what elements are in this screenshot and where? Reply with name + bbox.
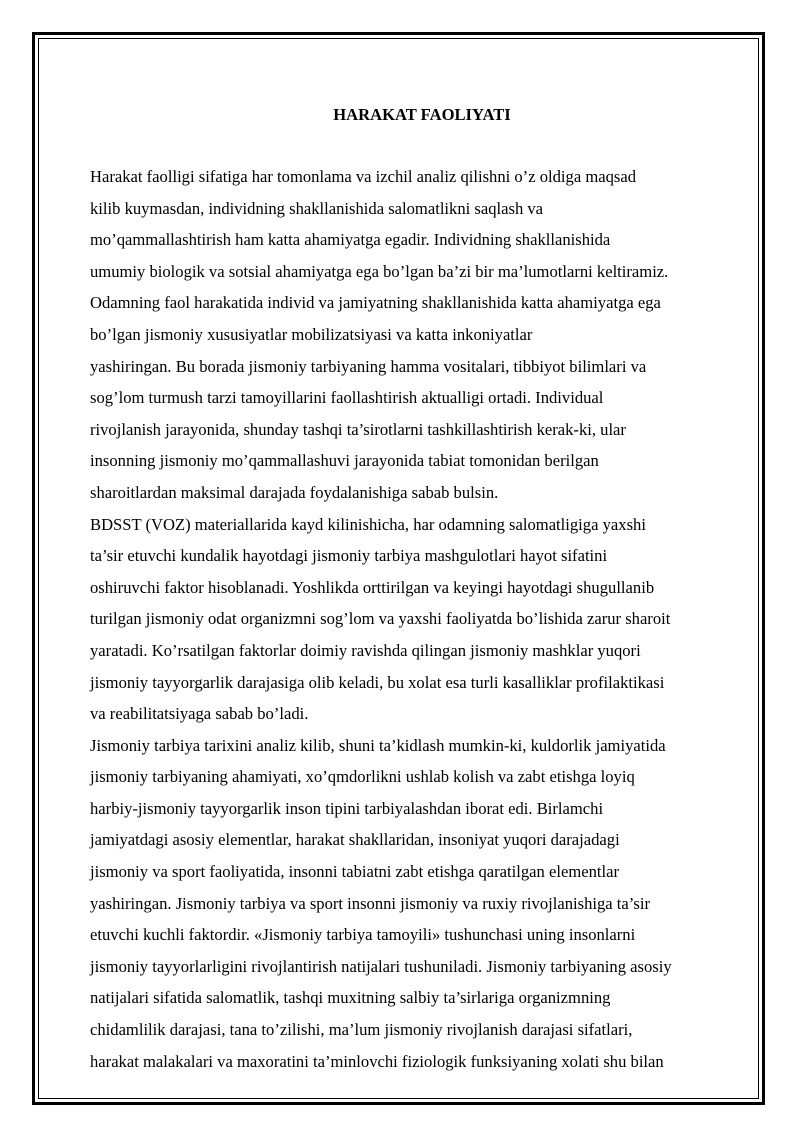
text-line: harbiy-jismoniy tayyorgarlik inson tipini tarbiyalashdan iborat edi. Birlamchi — [90, 798, 604, 818]
text-line: jismoniy tayyorgarlik darajasiga olib keladi, bu xolat esa turli kasalliklar profilaktikasi — [90, 672, 665, 692]
document-text — [90, 161, 752, 1077]
text-line: chidamlilik darajasi, tana to’zilishi, ma’lum jismoniy rivojlanish darajasi sifatlari, — [90, 1020, 633, 1040]
text-line: yashiringan. Jismoniy tarbiya va sport insonni jismoniy va ruxiy rivojlanishiga ta’sir — [90, 893, 650, 913]
document-title: HARAKAT FAOLIYATI — [333, 105, 511, 124]
text-line: insonning jismoniy mo’qammallashuvi jarayonida tabiat tomonidan berilgan — [90, 451, 599, 471]
text-line: natijalari sifatida salomatlik, tashqi muxitning salbiy ta’sirlariga organizmning — [90, 988, 611, 1008]
text-line: BDSST (VOZ) materiallarida kayd kilinishicha, har odamning salomatligiga yaxshi — [90, 514, 646, 534]
text-line: yashiringan. Bu borada jismoniy tarbiyaning hamma vositalari, tibbiyot bilimlari va — [90, 356, 647, 376]
text-line: ta’sir etuvchi kundalik hayotdagi jismoniy tarbiya mashgulotlari hayot sifatini — [90, 546, 608, 566]
text-line: umumiy biologik va sotsial ahamiyatga ega bo’lgan ba’zi bir ma’lumotlarni keltiramiz. — [90, 261, 669, 281]
text-line: jismoniy va sport faoliyatida, insonni tabiatni zabt etishga qaratilgan elementlar — [90, 862, 620, 882]
document-body — [90, 102, 752, 1077]
text-line: Jismoniy tarbiya tarixini analiz kilib, shuni ta’kidlash mumkin-ki, kuldorlik jamiyatida — [90, 735, 666, 755]
text-line: oshiruvchi faktor hisoblanadi. Yoshlikda orttirilgan va keyingi hayotdagi shugullanib — [90, 577, 655, 597]
text-line: sharoitlardan maksimal darajada foydalanishiga sabab bulsin. — [90, 482, 499, 502]
text-line: bo’lgan jismoniy xususiyatlar mobilizatsiyasi va katta inkoniyatlar — [90, 324, 533, 344]
text-line: rivojlanish jarayonida, shunday tashqi ta’sirotlarni tashkillashtirish kerak-ki, ular — [90, 419, 626, 439]
text-line: va reabilitatsiyaga sabab bo’ladi. — [90, 704, 309, 724]
text-line: turilgan jismoniy odat organizmni sog’lom va yaxshi faoliyatda bo’lishida zarur sharoit — [90, 609, 671, 629]
text-line: mo’qammallashtirish ham katta ahamiyatga egadir. Individning shakllanishida — [90, 230, 611, 250]
text-line: etuvchi kuchli faktordir. «Jismoniy tarbiya tamoyili» tushunchasi uning insonlarni — [90, 925, 636, 945]
text-line: jamiyatdagi asosiy elementlar, harakat shakllaridan, insoniyat yuqori darajadagi — [90, 830, 620, 850]
text-line: jismoniy tayyorlarligini rivojlantirish natijalari tushuniladi. Jismoniy tarbiyaning asosiy — [90, 956, 672, 976]
text-line: harakat malakalari va maxoratini ta’minlovchi fiziologik funksiyaning xolati shu bilan — [90, 1051, 664, 1071]
text-line: jismoniy tarbiyaning ahamiyati, xo’qmdorlikni ushlab kolish va zabt etishga loyiq — [90, 767, 635, 787]
text-line: kilib kuymasdan, individning shakllanishida salomatlikni saqlash va — [90, 198, 544, 218]
text-line: sog’lom turmush tarzi tamoyillarini faollashtirish aktualligi ortadi. Individual — [90, 388, 604, 408]
text-line: Harakat faolligi sifatiga har tomonlama va izchil analiz qilishni o’z oldiga maqsad — [90, 167, 637, 186]
text-line: yaratadi. Ko’rsatilgan faktorlar doimiy ravishda qilingan jismoniy mashklar yuqori — [90, 640, 641, 660]
text-line: Odamning faol harakatida individ va jamiyatning shakllanishida katta ahamiyatga ega — [90, 293, 661, 313]
